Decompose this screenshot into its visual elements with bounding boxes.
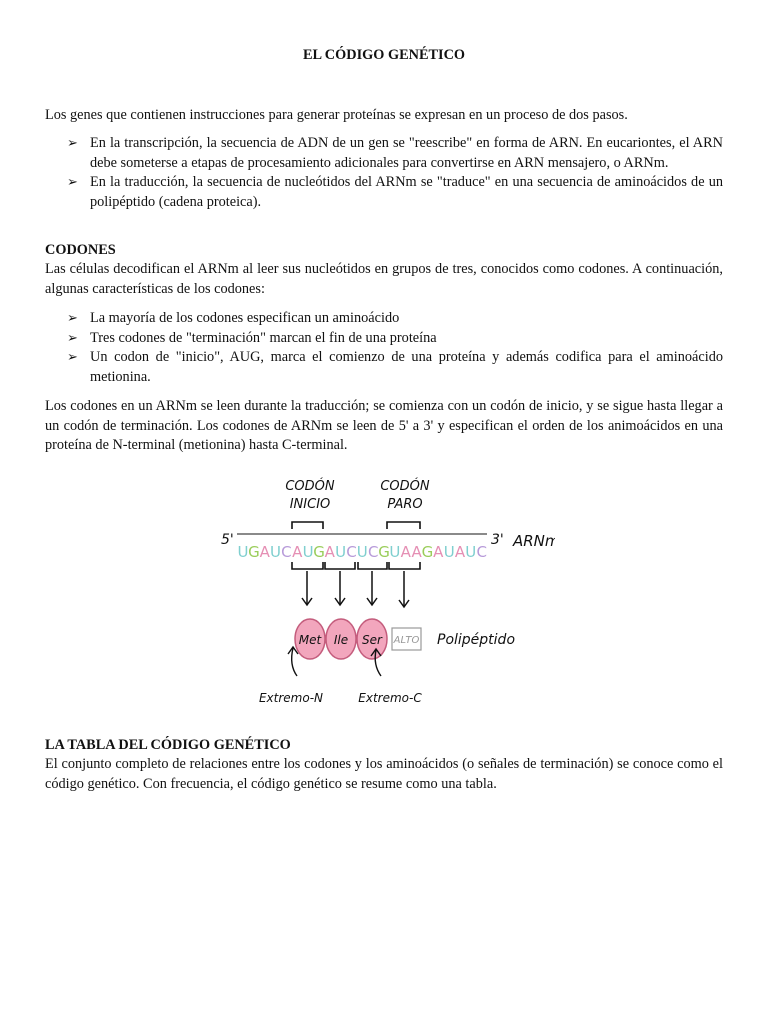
codon-bracket-aug xyxy=(292,562,323,569)
stop-codon-bracket xyxy=(387,522,420,529)
nucleotide-sequence xyxy=(238,543,487,561)
nucleotide-u: U xyxy=(237,543,249,561)
nucleotide-g: G xyxy=(421,543,434,561)
codon-bracket-auc xyxy=(325,562,355,569)
mrna-label: ARNm xyxy=(513,532,555,550)
amino-acid-ser-label: Ser xyxy=(362,633,382,647)
codones-closing-paragraph: Los codones en un ARNm se leen durante la traducción; se comienza con un codón de inicio, y se sigue hasta llegar a un codón de terminación. Los codones de ARNm se leen de 5' a 3' y especifican el orden de los animoácidos en una proteína de N-terminal (metionina) hasta C-terminal. xyxy=(45,398,723,453)
codones-paragraph: Las células decodifican el ARNm al leer sus nucleótidos en grupos de tres, conocidos como codones. A continuación, algunas características de los codones: xyxy=(45,261,723,297)
list-item: ➢ Un codon de "inicio", AUG, marca el comienzo de una proteína y además codifica para el aminoácido metionina. xyxy=(67,349,723,385)
nucleotide-g: G xyxy=(248,543,260,561)
arrow-bullet-icon: ➢ xyxy=(67,175,78,190)
translation-arrows xyxy=(302,571,409,607)
start-codon-label-1: CODÓN xyxy=(285,479,335,494)
list-item: ➢ Tres codones de "terminación" marcan el fin de una proteína xyxy=(45,329,723,349)
nucleotide-g: G xyxy=(313,543,325,561)
stop-box-label: ALTO xyxy=(393,635,420,646)
nucleotide-a: A xyxy=(454,543,466,561)
stop-codon-label-1: CODÓN xyxy=(380,479,430,494)
nucleotide-a: A xyxy=(411,543,422,561)
list-item: ➢ En la transcripción, la secuencia de ADN de un gen se "reescribe" en forma de ARN. En eucariontes, el ARN debe someterse a etapas de procesamiento adicionales para convertirse en ARN mensajero, o ARNm. xyxy=(67,135,723,171)
nucleotide-a: A xyxy=(324,543,335,561)
arrow-bullet-icon: ➢ xyxy=(67,350,78,365)
nucleotide-a: A xyxy=(433,543,444,561)
stop-codon-label-2: PARO xyxy=(387,497,423,512)
list-item: ➢ La mayoría de los codones especifican un aminoácido xyxy=(45,309,723,329)
nucleotide-a: A xyxy=(400,543,411,561)
page-title: EL CÓDIGO GENÉTICO xyxy=(302,47,466,63)
nucleotide-u: U xyxy=(270,543,281,561)
nucleotide-g: G xyxy=(378,543,390,561)
codon-bracket-uaa xyxy=(389,562,420,569)
codon-bracket-ucg xyxy=(358,562,387,569)
steps-list xyxy=(45,134,723,212)
nucleotide-u: U xyxy=(443,543,455,561)
amino-acid-ile-label: Ile xyxy=(333,633,349,647)
list-item: ➢ En la traducción, la secuencia de nucleótidos del ARNm se "traduce" en una secuencia de aminoácidos de un polipéptido (cadena proteica). xyxy=(67,174,723,210)
nucleotide-c: C xyxy=(367,543,379,561)
tabla-paragraph: El conjunto completo de relaciones entre los codones y los aminoácidos (o señales de terminación) se conoce como el código genético. Con frecuencia, el código genético se resume como una tabla. xyxy=(45,756,723,792)
nucleotide-u: U xyxy=(356,543,368,561)
section-heading-codones: CODONES xyxy=(45,242,116,258)
five-prime-label: 5' xyxy=(221,532,234,548)
intro-paragraph: Los genes que contienen instrucciones para generar proteínas se expresan en un proceso de dos pasos. xyxy=(45,107,628,123)
nucleotide-u: U xyxy=(465,543,477,561)
nucleotide-u: U xyxy=(335,543,347,561)
codones-list xyxy=(45,309,723,387)
nucleotide-a: A xyxy=(292,543,303,561)
section-heading-tabla: LA TABLA DEL CÓDIGO GENÉTICO xyxy=(45,737,291,753)
nucleotide-u: U xyxy=(302,543,314,561)
c-terminal-label: Extremo-C xyxy=(358,691,422,705)
n-terminal-label: Extremo-N xyxy=(258,691,324,705)
steps-list-container xyxy=(45,134,723,212)
codon-diagram-svg xyxy=(215,470,555,715)
polypeptide-label: Polipéptido xyxy=(437,632,516,648)
nucleotide-u: U xyxy=(389,543,401,561)
nucleotide-c: C xyxy=(346,543,357,561)
codones-list-container xyxy=(45,309,723,387)
start-codon-label-2: INICIO xyxy=(289,497,331,512)
amino-acid-met-label: Met xyxy=(298,633,322,647)
arrow-bullet-icon: ➢ xyxy=(67,136,78,151)
arrow-bullet-icon: ➢ xyxy=(67,311,78,326)
nucleotide-c: C xyxy=(281,543,292,561)
nucleotide-c: C xyxy=(476,543,487,561)
start-codon-bracket xyxy=(292,522,323,529)
arrow-bullet-icon: ➢ xyxy=(67,330,78,346)
nucleotide-a: A xyxy=(259,543,270,561)
codon-diagram xyxy=(215,470,555,715)
three-prime-label: 3' xyxy=(491,532,504,548)
